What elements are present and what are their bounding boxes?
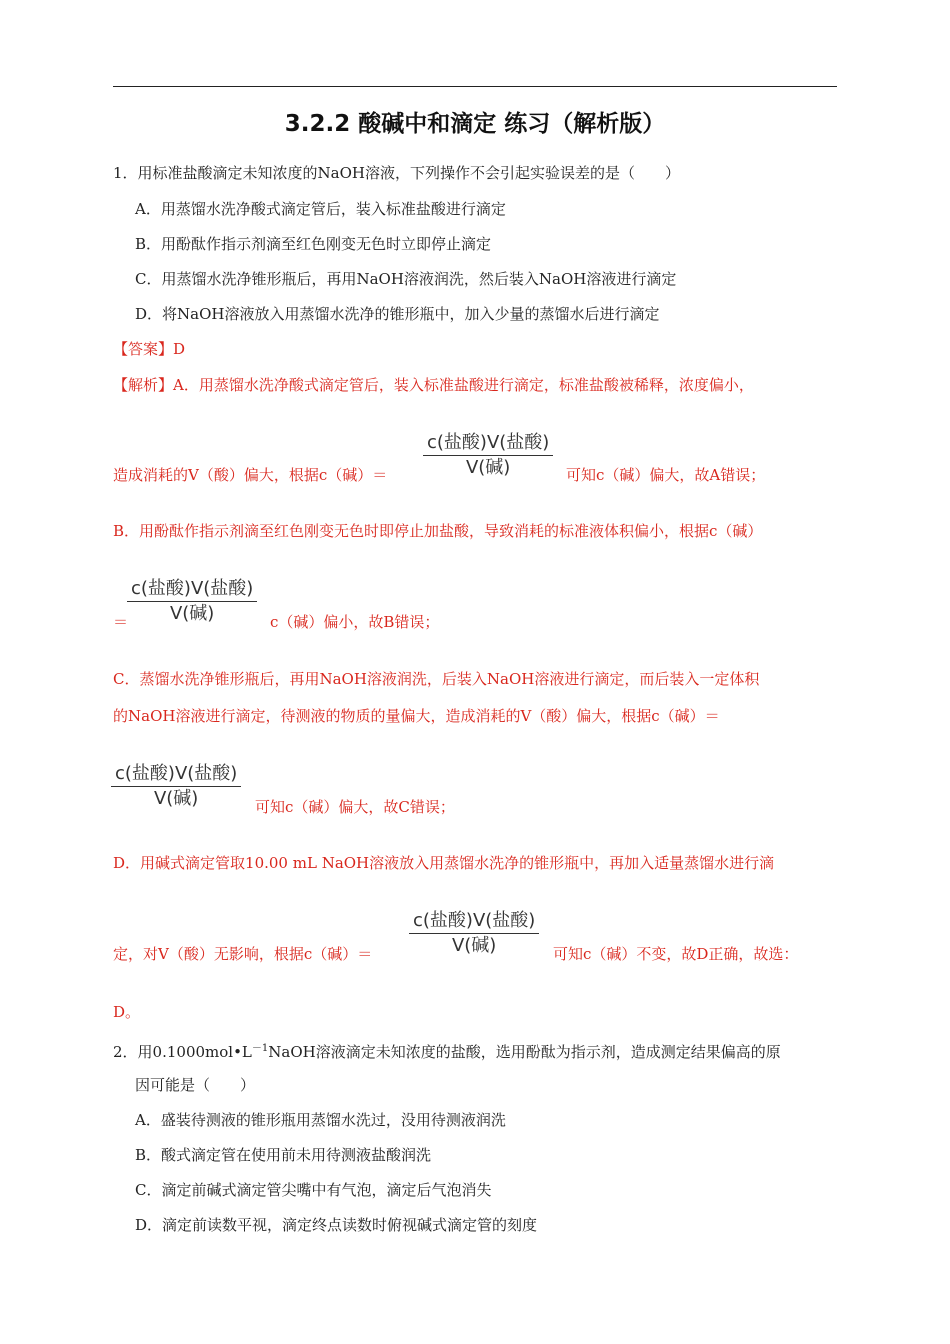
formula-denominator: V(碱) [169,603,215,624]
q2-stem-pre: 2．用0.1000mol•L [113,1043,252,1061]
q1-analysis-a-line2-post: 可知c（碱）偏大，故A错误； [566,466,766,484]
q1-analysis-c-line1: C．蒸馏水洗净锥形瓶后，再用NaOH溶液润洗，后装入NaOH溶液进行滴定，而后装入一定体积 [113,670,760,688]
formula-fraction [111,763,241,810]
q1-option-c: C．用蒸馏水洗净锥形瓶后，再用NaOH溶液润洗，然后装入NaOH溶液进行滴定 [135,270,677,288]
q1-option-b: B．用酚酞作指示剂滴至红色刚变无色时立即停止滴定 [135,235,492,253]
q1-analysis-b-line2-pre: ＝ [113,613,129,631]
q1-analysis-d-line1: D．用碱式滴定管取10.00 mL NaOH溶液放入用蒸馏水洗净的锥形瓶中，再加入适量蒸馏水进行滴 [113,854,775,872]
formula-fraction [423,432,553,479]
q1-analysis-c-line2: 的NaOH溶液进行滴定，待测液的物质的量偏大，造成消耗的V（酸）偏大，根据c（碱）＝ [113,707,720,725]
q1-analysis-b-line1: B．用酚酞作指示剂滴至红色刚变无色时即停止加盐酸，导致消耗的标准液体积偏小，根据c（碱） [113,522,763,540]
formula-fraction [409,910,539,957]
formula-numerator: c(盐酸)V(盐酸) [423,432,553,456]
q2-stem-post: NaOH溶液滴定未知浓度的盐酸，选用酚酞为指示剂，造成测定结果偏高的原 [268,1043,781,1061]
q1-analysis-a-line1: 【解析】A．用蒸馏水洗净酸式滴定管后，装入标准盐酸进行滴定，标准盐酸被稀释，浓度偏小， [113,376,754,394]
q2-option-a: A．盛装待测液的锥形瓶用蒸馏水洗过，没用待测液润洗 [135,1111,506,1129]
formula-fraction [127,578,257,625]
q2-option-d: D．滴定前读数平视，滴定终点读数时俯视碱式滴定管的刻度 [135,1216,538,1234]
q1-option-a: A．用蒸馏水洗净酸式滴定管后，装入标准盐酸进行滴定 [135,200,506,218]
q1-analysis-d-line2-pre: 定，对V（酸）无影响，根据c（碱）＝ [113,945,373,963]
formula-denominator: V(碱) [465,457,511,478]
q1-analysis-d-line3: D。 [113,1003,141,1021]
formula-denominator: V(碱) [451,935,497,956]
q1-analysis-a-line2-pre: 造成消耗的V（酸）偏大，根据c（碱）＝ [113,466,388,484]
formula-numerator: c(盐酸)V(盐酸) [127,578,257,602]
formula-numerator: c(盐酸)V(盐酸) [111,763,241,787]
q2-option-b: B．酸式滴定管在使用前未用待测液盐酸润洗 [135,1146,432,1164]
q2-stem-sup: －1 [251,1043,269,1054]
q2-option-c: C．滴定前碱式滴定管尖嘴中有气泡，滴定后气泡消失 [135,1181,492,1199]
formula-numerator: c(盐酸)V(盐酸) [409,910,539,934]
q2-stem [113,1039,781,1062]
q1-stem: 1．用标准盐酸滴定未知浓度的NaOH溶液，下列操作不会引起实验误差的是（ ） [113,164,680,182]
q2-stem-line2: 因可能是（ ） [135,1076,256,1094]
q1-option-d: D．将NaOH溶液放入用蒸馏水洗净的锥形瓶中，加入少量的蒸馏水后进行滴定 [135,305,660,323]
q1-analysis-c-line3-post: 可知c（碱）偏大，故C错误； [255,798,455,816]
page-title: 3.2.2 酸碱中和滴定 练习（解析版） [284,111,666,137]
q1-analysis-b-line2-post: c（碱）偏小，故B错误； [270,613,440,631]
q1-analysis-d-line2-post: 可知c（碱）不变，故D正确，故选： [553,945,799,963]
formula-denominator: V(碱) [153,788,199,809]
q1-answer: 【答案】D [113,340,186,358]
header-rule [113,86,837,87]
